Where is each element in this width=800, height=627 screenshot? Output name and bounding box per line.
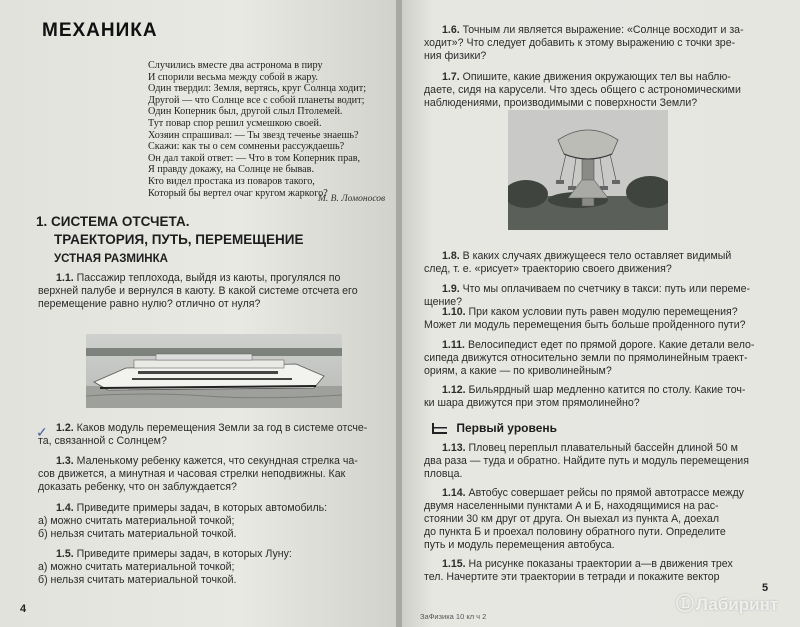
question-line [38,298,390,311]
question-number: 1.15. [442,558,466,570]
poem-epigraph [148,60,384,199]
question-text: Приведите примеры задач, в которых Луну: [76,548,292,560]
question-line [38,574,390,587]
question-line [38,548,390,561]
question-1-15 [424,558,780,584]
question-text: В каких случаях движущееся тело оставляет видимый [462,250,732,262]
question-number: 1.8. [442,250,460,262]
question-1-6 [424,24,780,63]
question-text: Может ли модуль перемещения быть больше пройденного пути? [424,319,746,331]
question-text: даете, сидя на карусели. Что здесь общего с астрономическими [424,84,741,96]
question-text: наблюдениями, производимыми с поверхности Земли? [424,97,698,109]
question-text: Автобус совершает рейсы по прямой автотрассе между [468,487,744,499]
question-1-11 [424,339,780,378]
question-1-4 [38,502,390,541]
question-line [38,561,390,574]
watermark-labirint: Ⓛ Лабиринт [676,590,778,616]
question-text: сов движется, а минутная и часовая стрелки неподвижны. Как [38,468,346,480]
question-number: 1.2. [56,422,74,434]
question-number: 1.10. [442,306,466,318]
question-text: верхней палубе и вернулся в каюту. В какой системе отсчета его [38,285,358,297]
question-text: б) нельзя считать материальной точкой. [38,528,237,540]
subhead-warmup: УСТНАЯ РАЗМИНКА [54,253,168,265]
level-heading-text: Первый уровень [456,421,558,435]
labirint-logo-icon: Ⓛ [676,594,694,614]
question-line [424,50,780,63]
chapter-title-line2: ТРАЕКТОРИЯ, ПУТЬ, ПЕРЕМЕЩЕНИЕ [54,232,304,247]
question-text: ния физики? [424,50,487,62]
question-line [38,422,390,435]
question-1-1 [38,272,390,311]
question-1-10 [424,306,780,332]
poem-line: Я правду докажу, на Солнце не бывав. [148,164,315,176]
question-line [424,500,780,513]
poem-line: Один Коперник был, другой слыл Птолемей. [148,106,343,118]
page-number-left: 4 [20,603,27,615]
question-text: тел. Начертите эти траектории в тетради и покажите вектор [424,571,720,583]
question-line [424,487,780,500]
question-line [38,272,390,285]
question-text: пловца. [424,468,463,480]
question-line [424,37,780,50]
question-1-5 [38,548,390,587]
page-number-right: 5 [762,582,769,594]
question-line [38,515,390,528]
question-1-7 [424,71,780,110]
question-number: 1.13. [442,442,466,454]
question-1-14 [424,487,780,552]
question-text: перемещение равно нулю? отлично от нуля? [38,298,261,310]
question-text: ориям, а какие — по криволинейным? [424,365,612,377]
question-text: Маленькому ребенку кажется, что секундная стрелка ча- [76,455,358,467]
chapter-number: 1. [36,214,48,229]
question-line [424,526,780,539]
question-text: доказать ребенку, что он заблуждается? [38,481,237,493]
question-1-12 [424,384,780,410]
poem-line: Который бы вертел очаг кругом жаркого? [148,187,328,199]
left-page [0,0,398,627]
question-line [38,481,390,494]
poem-line: Хозяин спрашивал: — Ты звезд теченье знаешь? [148,129,359,141]
question-line [424,71,780,84]
question-1-3 [38,455,390,494]
poem-line: Другой — что Солнце все с собой планеты водит; [148,94,365,106]
question-text: та, связанной с Солнцем? [38,435,167,447]
question-line [424,84,780,97]
level-heading [432,421,557,435]
ferry-photo [86,334,342,408]
question-text: ки шара движутся при этом прямолинейно? [424,397,640,409]
question-text: На рисунке показаны траектории а—в движения трех [468,558,733,570]
question-line [38,455,390,468]
question-line [38,285,390,298]
question-number: 1.6. [442,24,460,36]
question-line [424,306,780,319]
section-title: МЕХАНИКА [42,20,158,41]
question-number: 1.11. [442,339,465,351]
question-1-2 [38,422,390,448]
question-line [424,397,780,410]
carousel-photo [508,110,668,230]
poem-line: Он дал такой ответ: — Что в том Коперник прав, [148,152,361,164]
question-text: стоянии 30 км друг от друга. Он выехал из пункта А, доехал [424,513,720,525]
question-text: Бильярдный шар медленно катится по столу. Какие точ- [468,384,746,396]
chapter-title-line1: СИСТЕМА ОТСЧЕТА. [51,214,190,229]
question-line [424,97,780,110]
question-text: Каков модуль перемещения Земли за год в системе отсче- [76,422,368,434]
pencil-checkmark: ✓ [36,424,48,440]
question-number: 1.3. [56,455,74,467]
question-number: 1.12. [442,384,466,396]
question-line [424,283,780,296]
question-text: след, т. е. «рисует» траекторию своего движения? [424,263,672,275]
question-text: путь и модуль перемещения автобуса. [424,539,615,551]
question-line [424,250,780,263]
question-line [424,319,780,332]
question-text: При каком условии путь равен модулю перемещения? [468,306,738,318]
question-text: Точным ли является выражение: «Солнце восходит и за- [462,24,744,36]
poem-author: М. В. Ломоносов [318,194,386,204]
question-line [424,384,780,397]
question-text: двумя населенными пунктами А и Б, находящимися на рас- [424,500,719,512]
question-1-13 [424,442,780,481]
question-line [424,539,780,552]
question-line [424,24,780,37]
question-number: 1.4. [56,502,74,514]
question-text: Опишите, какие движения окружающих тел вы наблю- [462,71,731,83]
question-text: сипеда движутся относительно земли по прямолинейным траект- [424,352,748,364]
question-text: ходит»? Что следует добавить к этому выражению с точки зре- [424,37,736,49]
question-text: б) нельзя считать материальной точкой. [38,574,237,586]
question-line [424,339,780,352]
question-number: 1.1. [56,272,74,284]
question-text: Приведите примеры задач, в которых автомобиль: [76,502,328,514]
question-line [424,365,780,378]
question-text: Велосипедист едет по прямой дороге. Какие детали вело- [467,339,755,351]
poem-line: Кто видел простака из поваров такого, [148,175,315,187]
question-line [424,468,780,481]
question-text: щение? [424,296,463,308]
stairs-icon [432,423,447,434]
question-text: а) можно считать материальной точкой; [38,515,235,527]
question-number: 1.7. [442,71,460,83]
question-number: 1.14. [442,487,466,499]
question-line [424,558,780,571]
question-line [38,502,390,515]
question-line [424,571,780,584]
question-line [424,442,780,455]
footer-imprint: ЗаФизика 10 кл ч 2 [420,612,487,621]
question-line [38,528,390,541]
question-text: Пассажир теплохода, выйдя из каюты, прогулялся по [76,272,341,284]
question-line [38,435,390,448]
poem-line: Случились вместе два астронома в пиру [148,60,323,71]
question-number: 1.9. [442,283,460,295]
question-text: Что мы оплачиваем по счетчику в такси: путь или переме- [462,283,751,295]
question-1-8 [424,250,780,276]
question-line [424,263,780,276]
poem-line: Скажи: как ты о сем сомненьи рассуждаешь? [148,141,345,153]
question-text: Пловец переплыл плавательный бассейн длиной 50 м [468,442,738,454]
question-text: а) можно считать материальной точкой; [38,561,235,573]
question-text: до пункта Б и проехал половину обратного пути. Определите [424,526,726,538]
question-line [424,352,780,365]
question-line [424,513,780,526]
question-text: два раза — туда и обратно. Найдите путь и модуль перемещения [424,455,749,467]
poem-line: Тут повар спор решил усмешкою своей. [148,117,322,129]
question-line [424,455,780,468]
question-number: 1.5. [56,548,74,560]
poem-line: Один твердил: Земля, вертясь, круг Солнца ходит; [148,83,367,95]
question-line [38,468,390,481]
poem-line: И спорили весьма между собой в жару. [148,71,318,83]
chapter-title [36,213,376,249]
